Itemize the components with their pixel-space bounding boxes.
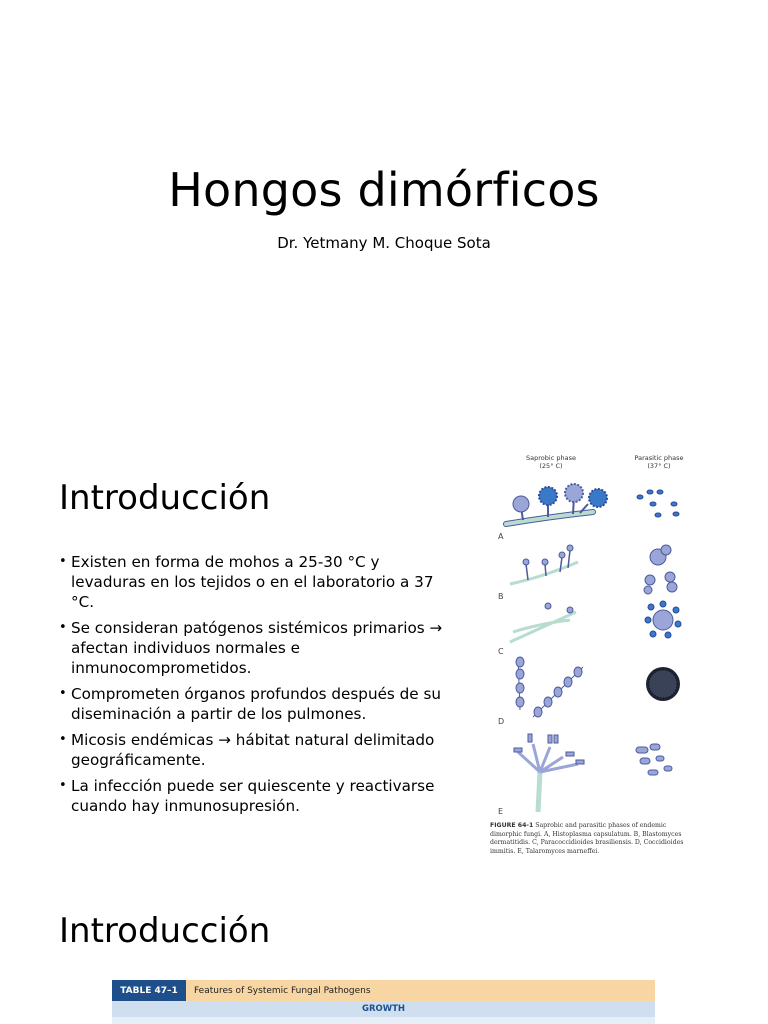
row-letter: C — [498, 647, 504, 656]
fungi-illustration — [488, 452, 698, 817]
fungi-figure — [488, 452, 698, 867]
row-e-saprobic — [514, 734, 584, 812]
section-title: Introducción — [59, 478, 271, 518]
bullet-text: La infección puede ser quiescente y reactivarse cuando hay inmunosupresión. — [71, 777, 435, 815]
table-header — [112, 980, 655, 1001]
list-item: • Existen en forma de mohos a 25-30 °C y levaduras en los tejidos o en el laboratorio a 37 °C. — [59, 553, 434, 611]
row-c-parasitic — [645, 601, 681, 638]
row-b-parasitic — [644, 545, 677, 594]
row-a-saprobic — [506, 484, 607, 524]
bullet-text: Micosis endémicas → hábitat natural delimitado geográficamente. — [71, 731, 435, 769]
list-item: • Se consideran patógenos sistémicos primarios → afectan individuos normales e inmunocomprometidos. — [59, 619, 443, 677]
row-d-parasitic — [646, 667, 680, 701]
slide-author: Dr. Yetmany M. Choque Sota — [277, 234, 491, 252]
bullet-list — [59, 552, 454, 822]
table-caption: Features of Systemic Fungal Pathogens — [194, 985, 371, 996]
row-letter: D — [498, 717, 505, 726]
parasitic-label: Parasitic phase (37° C) — [634, 454, 684, 470]
bullet-text: Comprometen órganos profundos después de su diseminación a partir de los pulmones. — [71, 685, 442, 723]
row-c-saprobic — [510, 603, 576, 642]
row-d-saprobic — [516, 657, 583, 717]
saprobic-label: Saprobic phase (25° C) — [526, 454, 576, 470]
list-item: • Micosis endémicas → hábitat natural delimitado geográficamente. — [59, 731, 435, 769]
slide-title: Hongos dimórficos — [168, 163, 600, 217]
bullet-text: Existen en forma de mohos a 25-30 °C y levaduras en los tejidos o en el laboratorio a 37 °C. — [71, 553, 434, 611]
row-letter: A — [498, 532, 504, 541]
table-row — [112, 1017, 655, 1024]
figure-caption: FIGURE 64-1 Saprobic and parasitic phases of endemic dimorphic fungi. A, Histoplasma capsulatum. B, Blastomyces dermatitidis. C, Paracoccidioides brasiliensis. D, Coccidioides immitis. E, Talaromyces marneffei. — [490, 822, 684, 855]
list-item: • Comprometen órganos profundos después de su diseminación a partir de los pulmones. — [59, 685, 442, 723]
table-subheader: GROWTH — [112, 1001, 655, 1017]
row-letter: B — [498, 592, 504, 601]
list-item: • La infección puede ser quiescente y reactivarse cuando hay inmunosupresión. — [59, 777, 435, 815]
row-a-parasitic — [637, 490, 679, 517]
table-id: TABLE 47–1 — [112, 980, 186, 1001]
features-table — [112, 980, 655, 1024]
bullet-text: Se consideran patógenos sistémicos primarios → afectan individuos normales e inmunocomprometidos. — [71, 619, 443, 677]
section-title: Introducción — [59, 911, 271, 951]
row-b-saprobic — [510, 545, 578, 584]
row-letter: E — [498, 807, 504, 816]
row-e-parasitic — [636, 744, 672, 775]
